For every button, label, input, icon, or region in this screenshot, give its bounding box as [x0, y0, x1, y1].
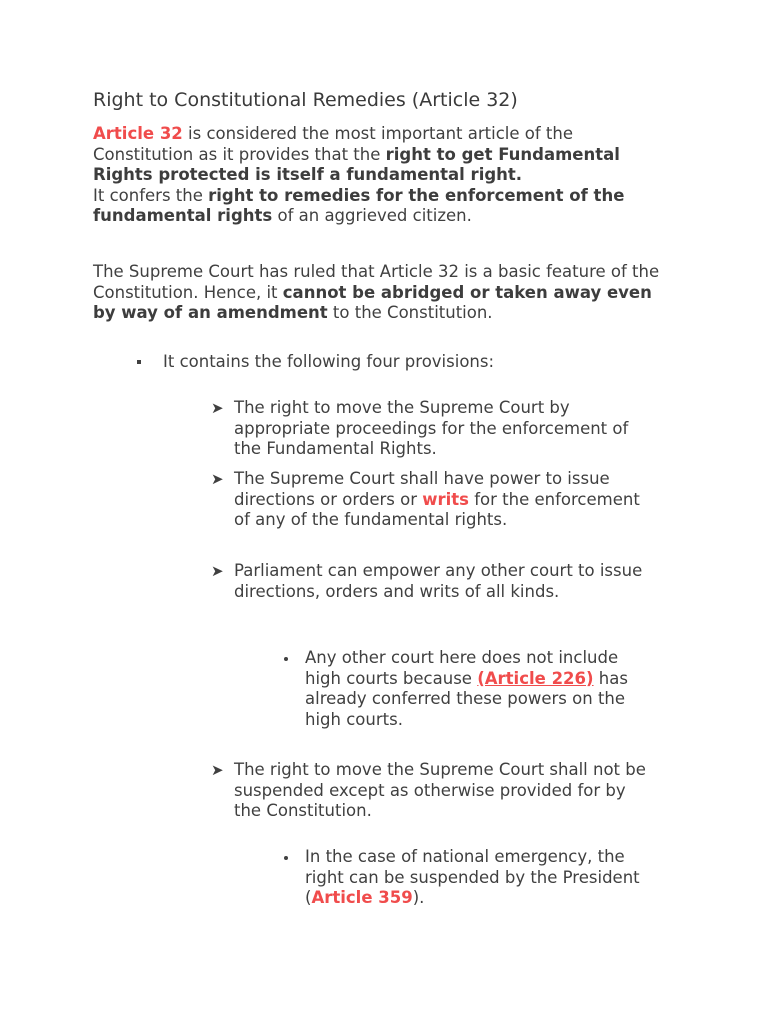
- provision-text: The right to move the Supreme Court shall not be suspended except as otherwise provided for by the Constitution.: [234, 760, 646, 820]
- provision-text: [234, 469, 651, 531]
- article-359-highlight: Article 359: [311, 888, 413, 907]
- note-item-2: [281, 847, 641, 909]
- list-container: [93, 0, 768, 1024]
- arrowhead-bullet-icon: ➤: [211, 562, 224, 580]
- round-dot-bullet-icon: [284, 657, 288, 661]
- provision-item-1: [211, 398, 651, 460]
- provision-text-post: for the enforcement of any of the fundamental rights.: [234, 489, 640, 529]
- intro-text-3: of an aggrieved citizen.: [272, 206, 472, 225]
- provision-text-pre: The Supreme Court shall have power to issue directions or orders or: [234, 469, 610, 509]
- ruling-bold: cannot be abridged or taken away even by way of an amendment: [93, 282, 652, 322]
- arrowhead-bullet-icon: ➤: [211, 470, 224, 488]
- writs-highlight: writs: [422, 489, 469, 509]
- arrowhead-bullet-icon: ➤: [211, 399, 224, 417]
- provision-item-4: [211, 760, 651, 822]
- provision-text: Parliament can empower any other court to issue directions, orders and writs of all kinds.: [234, 561, 643, 601]
- ruling-text-2: to the Constitution.: [327, 303, 493, 322]
- provision-item-2: [211, 469, 651, 531]
- note-item-1: [281, 648, 641, 730]
- note-text: [305, 847, 641, 909]
- list-intro-text: It contains the following four provisions:: [163, 352, 495, 371]
- note-text: [305, 648, 641, 730]
- article-32-highlight: Article 32: [93, 124, 183, 143]
- document-title: Right to Constitutional Remedies (Article 32): [93, 89, 518, 111]
- note-text-post: ).: [412, 888, 425, 907]
- list-intro-item: [141, 352, 494, 373]
- intro-bold-2: right to remedies for the enforcement of the fundamental rights: [93, 185, 625, 225]
- intro-bold-1: right to get Fundamental Rights protected is itself a fundamental right.: [93, 144, 620, 184]
- article-226-highlight: (Article 226): [477, 668, 594, 688]
- note-text-pre: Any other court here does not include high courts because: [305, 648, 619, 688]
- intro-text-2: It confers the: [93, 185, 209, 205]
- arrowhead-bullet-icon: ➤: [211, 761, 224, 779]
- note-text-pre: In the case of national emergency, the right can be suspended by the President (: [305, 847, 640, 907]
- ruling-text-1: The Supreme Court has ruled that Article 32 is a basic feature of the Constitution. Hence, it: [93, 262, 660, 302]
- round-dot-bullet-icon: [284, 856, 288, 860]
- provision-text: The right to move the Supreme Court by appropriate proceedings for the enforcement of the Fundamental Rights.: [234, 398, 629, 458]
- square-bullet-icon: [137, 360, 141, 364]
- provision-item-3: [211, 561, 651, 602]
- note-text-post: has already conferred these powers on the high courts.: [305, 668, 628, 729]
- intro-text-1: is considered the most important article of the Constitution as it provides that the: [93, 124, 573, 164]
